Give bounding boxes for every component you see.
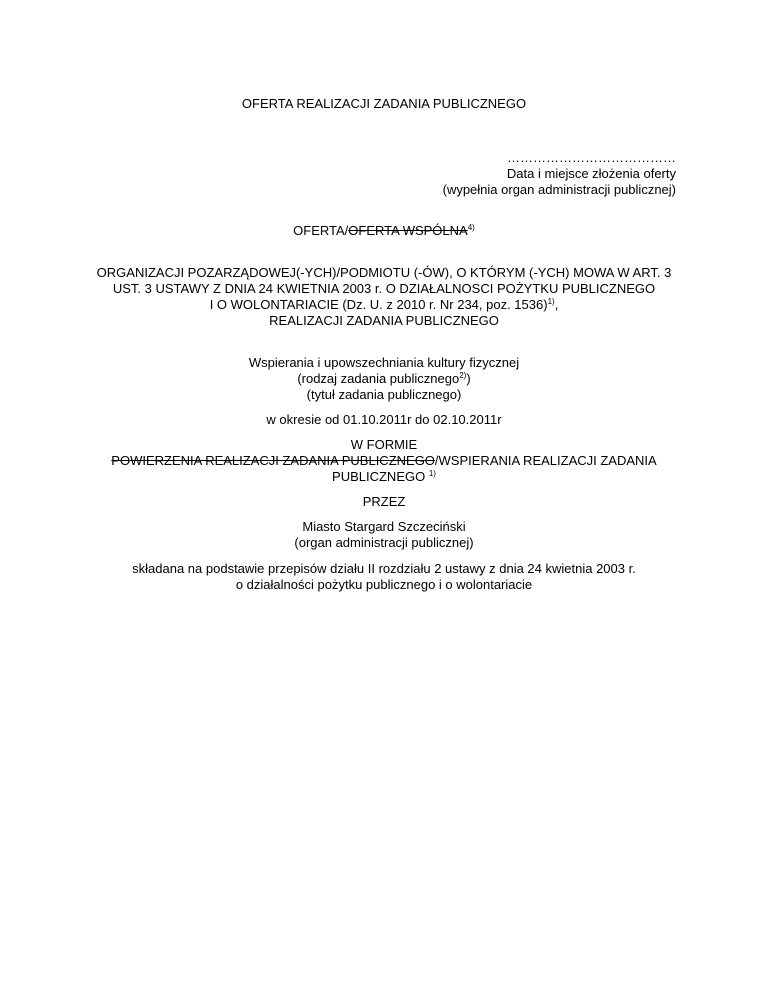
form-struck: POWIERZENIA REALIZACJI ZADANIA PUBLICZNEGO [111, 453, 435, 468]
task-value: Wspierania i upowszechniania kultury fizycznej [248, 355, 520, 370]
organization-line-3 [0, 297, 768, 313]
form-line-2 [0, 453, 768, 469]
organization-line-1: ORGANIZACJI POZARZĄDOWEJ(-YCH)/PODMIOTU (-ÓW), O KTÓRYM (-YCH) MOWA W ART. 3 [96, 265, 672, 280]
task-type-label [0, 371, 768, 387]
authority-name: Miasto Stargard Szczeciński [302, 519, 466, 534]
offer-type [0, 223, 768, 239]
date-dots: ………………………………… [507, 150, 676, 165]
by-heading: PRZEZ [362, 494, 406, 509]
task-type-footnote: 2) [459, 371, 467, 380]
offer-type-struck: OFERTA WSPÓLNA [348, 223, 468, 238]
organization-line-4: REALIZACJI ZADANIA PUBLICZNEGO [269, 313, 499, 328]
form-line-3-footnote: 1) [428, 469, 436, 478]
form-heading: W FORMIE [350, 437, 418, 452]
main-title: OFERTA REALIZACJI ZADANIA PUBLICZNEGO [241, 96, 527, 111]
legal-basis-line-2: o działalności pożytku publicznego i o wolontariacie [235, 577, 533, 592]
form-line-3 [0, 469, 768, 485]
task-type-label-suffix: ) [466, 371, 471, 386]
form-line-3-text: PUBLICZNEGO [332, 469, 426, 484]
legal-basis-line-1: składana na podstawie przepisów działu II rozdziału 2 ustawy z dnia 24 kwietnia 2003 r. [132, 561, 636, 576]
period-text: w okresie od 01.10.2011r do 02.10.2011r [266, 412, 502, 427]
organization-line-3-footnote: 1) [547, 297, 555, 306]
organization-line-3-text: I O WOLONTARIACIE (Dz. U. z 2010 r. Nr 234, poz. 1536) [209, 297, 548, 312]
offer-type-prefix: OFERTA/ [293, 223, 349, 238]
organization-line-2: UST. 3 USTAWY Z DNIA 24 KWIETNIA 2003 r. O DZIAŁALNOSCI POŻYTKU PUBLICZNEGO [112, 281, 656, 296]
date-label: Data i miejsce złożenia oferty [506, 166, 676, 181]
authority-label: (organ administracji publicznej) [294, 535, 474, 550]
task-type-label-prefix: (rodzaj zadania publicznego [297, 371, 460, 386]
organization-line-3-tail: , [554, 297, 559, 312]
form-rest: /WSPIERANIA REALIZACJI ZADANIA [434, 453, 657, 468]
task-title-label: (tytuł zadania publicznego) [306, 387, 462, 402]
date-note: (wypełnia organ administracji publicznej) [442, 182, 676, 197]
offer-type-footnote: 4) [467, 223, 475, 232]
